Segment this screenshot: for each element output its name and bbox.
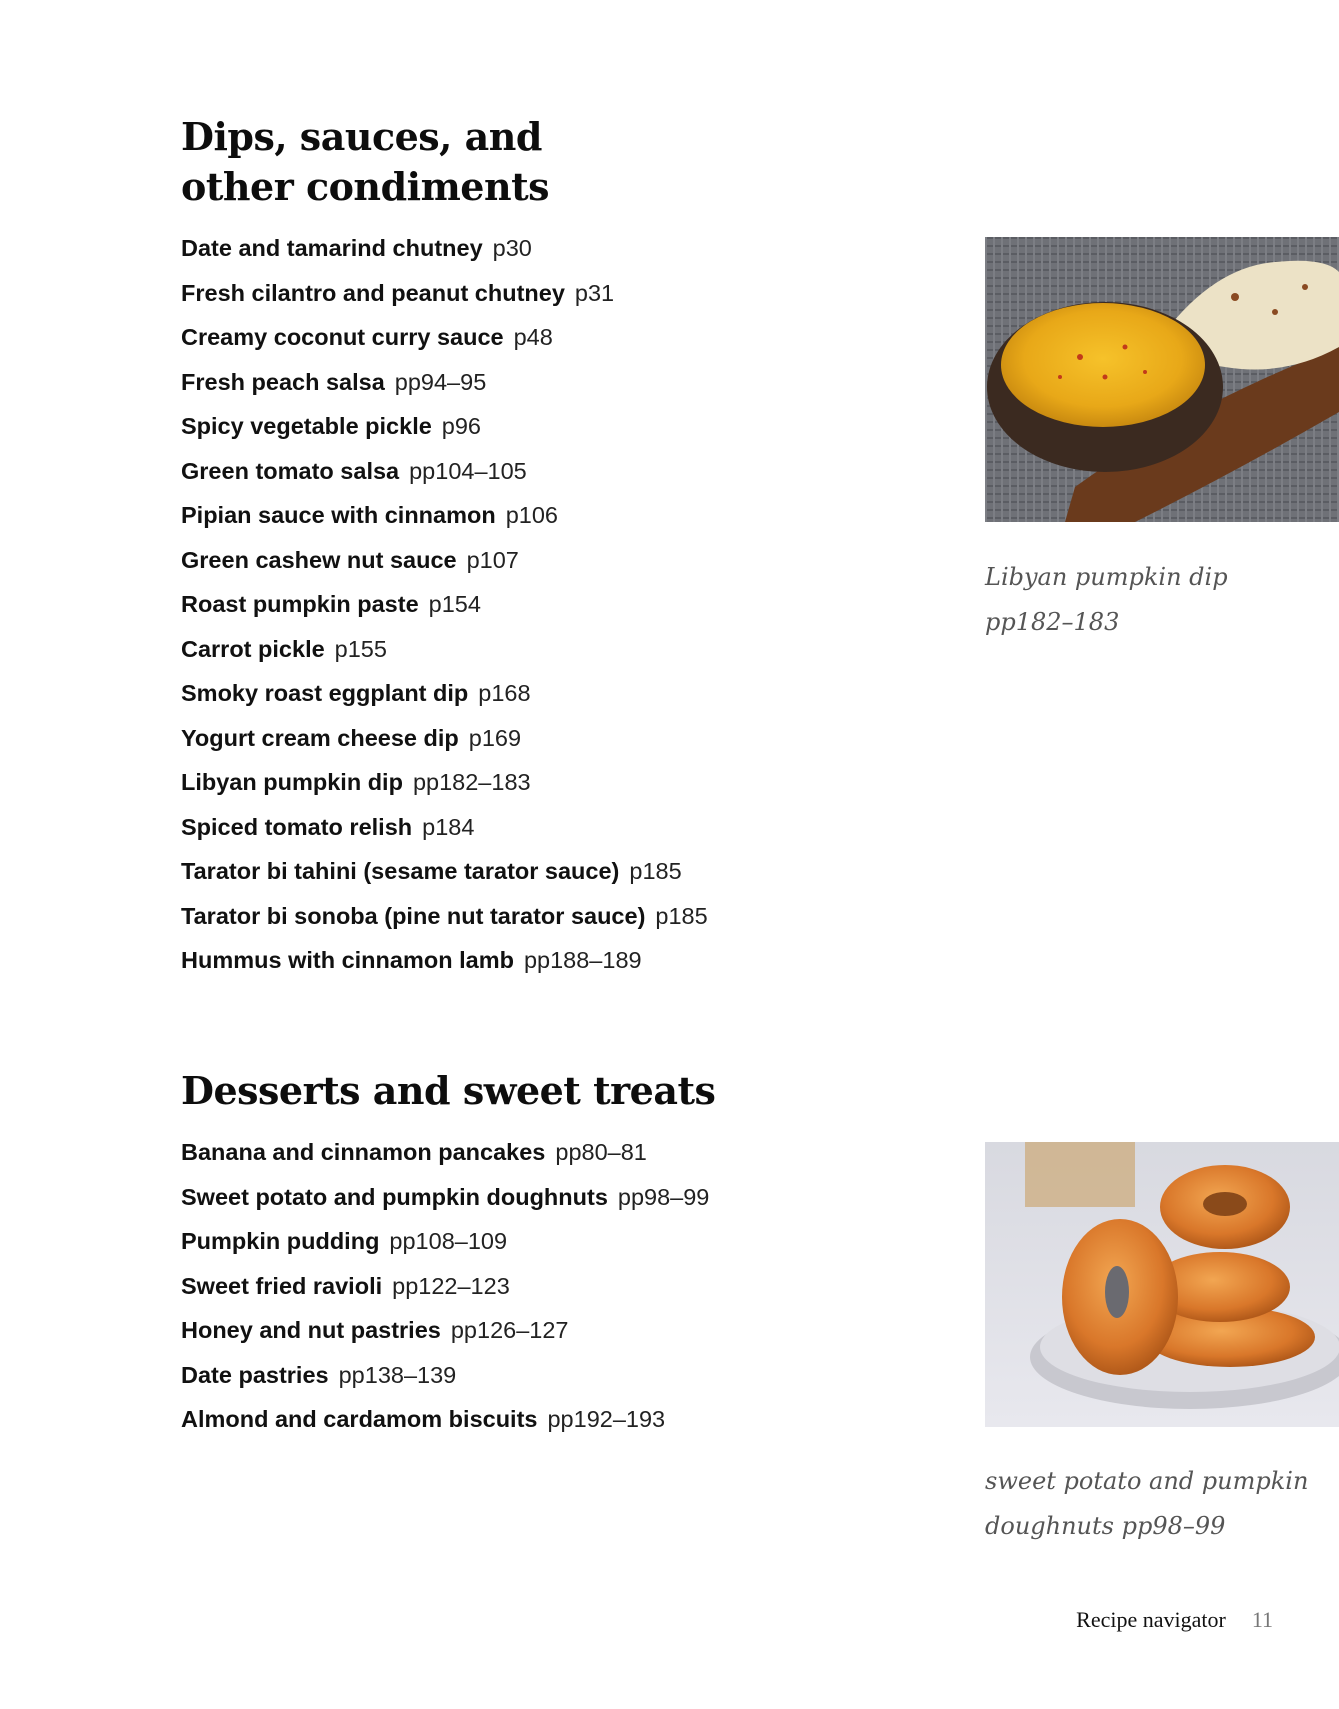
pumpkin-dip-photo: [985, 237, 1339, 522]
recipe-name: Sweet potato and pumpkin doughnuts: [181, 1183, 608, 1210]
caption-title: sweet potato and pumpkin: [985, 1467, 1309, 1495]
recipe-page: p154: [428, 591, 481, 617]
caption-pages: pp182–183: [985, 608, 1120, 636]
recipe-entry[interactable]: [181, 760, 708, 805]
recipe-entry[interactable]: [181, 716, 708, 761]
caption-title: Libyan pumpkin dip: [985, 563, 1228, 591]
desserts-section: [181, 1066, 715, 1442]
recipe-entry[interactable]: [181, 938, 708, 983]
recipe-name: Banana and cinnamon pancakes: [181, 1139, 546, 1165]
recipe-entry[interactable]: [181, 805, 708, 850]
recipe-page: pp98–99: [617, 1183, 710, 1210]
recipe-entry[interactable]: [181, 1219, 715, 1264]
recipe-page: pp138–139: [338, 1361, 457, 1388]
recipe-entry[interactable]: [181, 894, 708, 939]
recipe-entry[interactable]: [181, 226, 708, 271]
recipe-name: Fresh peach salsa: [181, 368, 385, 395]
running-footer-label: Recipe navigator: [1076, 1607, 1226, 1632]
recipe-name: Sweet fried ravioli: [181, 1272, 383, 1299]
recipe-page: p185: [629, 858, 682, 884]
recipe-entry[interactable]: [181, 360, 708, 405]
page-number: 11: [1251, 1607, 1273, 1632]
recipe-name: Fresh cilantro and peanut chutney: [181, 279, 565, 306]
recipe-entry[interactable]: [181, 449, 708, 494]
recipe-name: Hummus with cinnamon lamb: [181, 947, 514, 973]
recipe-name: Spiced tomato relish: [181, 813, 413, 840]
recipe-page: pp122–123: [392, 1272, 510, 1299]
recipe-name: Tarator bi tahini (sesame tarator sauce): [181, 858, 620, 884]
recipe-name: Pumpkin pudding: [181, 1228, 380, 1254]
recipe-entry[interactable]: [181, 671, 708, 716]
recipe-entry[interactable]: [181, 582, 708, 627]
recipe-entry[interactable]: [181, 493, 708, 538]
doughnuts-caption: [985, 1459, 1325, 1549]
recipe-name: Almond and cardamom biscuits: [181, 1406, 538, 1432]
dips-recipe-list: [181, 226, 708, 983]
caption-pages: doughnuts pp98–99: [985, 1512, 1226, 1540]
dips-heading-line2: other condiments: [181, 164, 550, 209]
recipe-name: Libyan pumpkin dip: [181, 769, 403, 795]
recipe-entry[interactable]: [181, 538, 708, 583]
recipe-page: p106: [505, 502, 558, 528]
recipe-name: Creamy coconut curry sauce: [181, 324, 504, 350]
recipe-page: p169: [468, 724, 522, 751]
recipe-page: pp94–95: [394, 368, 487, 395]
recipe-page: p184: [422, 813, 475, 840]
recipe-name: Date pastries: [181, 1361, 329, 1388]
recipe-name: Carrot pickle: [181, 635, 325, 662]
recipe-name: Pipian sauce with cinnamon: [181, 502, 496, 528]
desserts-recipe-list: [181, 1130, 715, 1442]
recipe-name: Honey and nut pastries: [181, 1317, 441, 1343]
recipe-page: pp126–127: [450, 1317, 569, 1343]
recipe-entry[interactable]: [181, 1397, 715, 1442]
recipe-name: Spicy vegetable pickle: [181, 413, 432, 439]
recipe-page: p155: [334, 635, 387, 662]
recipe-entry[interactable]: [181, 315, 708, 360]
recipe-entry[interactable]: [181, 1264, 715, 1309]
recipe-entry[interactable]: [181, 1175, 715, 1220]
recipe-page: p30: [492, 235, 532, 261]
dips-section: [181, 112, 708, 983]
recipe-page: pp182–183: [412, 769, 531, 795]
recipe-page: p185: [655, 902, 708, 929]
recipe-name: Roast pumpkin paste: [181, 591, 419, 617]
desserts-heading: Desserts and sweet treats: [181, 1068, 716, 1113]
recipe-entry[interactable]: [181, 1308, 715, 1353]
recipe-page: pp104–105: [409, 457, 527, 484]
recipe-name: Tarator bi sonoba (pine nut tarator sauce): [181, 902, 646, 929]
recipe-name: Green cashew nut sauce: [181, 546, 457, 573]
recipe-entry[interactable]: [181, 627, 708, 672]
recipe-name: Smoky roast eggplant dip: [181, 680, 469, 706]
recipe-page: p48: [513, 324, 553, 350]
recipe-page: p168: [478, 680, 531, 706]
recipe-page: pp80–81: [555, 1139, 647, 1165]
recipe-page: pp108–109: [389, 1228, 508, 1254]
recipe-entry[interactable]: [181, 849, 708, 894]
recipe-name: Yogurt cream cheese dip: [181, 724, 459, 751]
recipe-page: p96: [441, 413, 482, 439]
recipe-name: Date and tamarind chutney: [181, 235, 483, 261]
recipe-entry[interactable]: [181, 271, 708, 316]
recipe-entry[interactable]: [181, 404, 708, 449]
pumpkin-dip-caption: [985, 555, 1325, 645]
recipe-entry[interactable]: [181, 1130, 715, 1175]
recipe-page: p31: [574, 279, 615, 306]
recipe-entry[interactable]: [181, 1353, 715, 1398]
page-footer: [1076, 1607, 1273, 1633]
recipe-name: Green tomato salsa: [181, 457, 400, 484]
doughnuts-photo: [985, 1142, 1339, 1427]
dips-heading: [181, 112, 601, 212]
recipe-page: p107: [466, 546, 519, 573]
recipe-page: pp188–189: [523, 947, 642, 973]
dips-heading-line1: Dips, sauces, and: [181, 114, 542, 159]
recipe-page: pp192–193: [547, 1406, 666, 1432]
